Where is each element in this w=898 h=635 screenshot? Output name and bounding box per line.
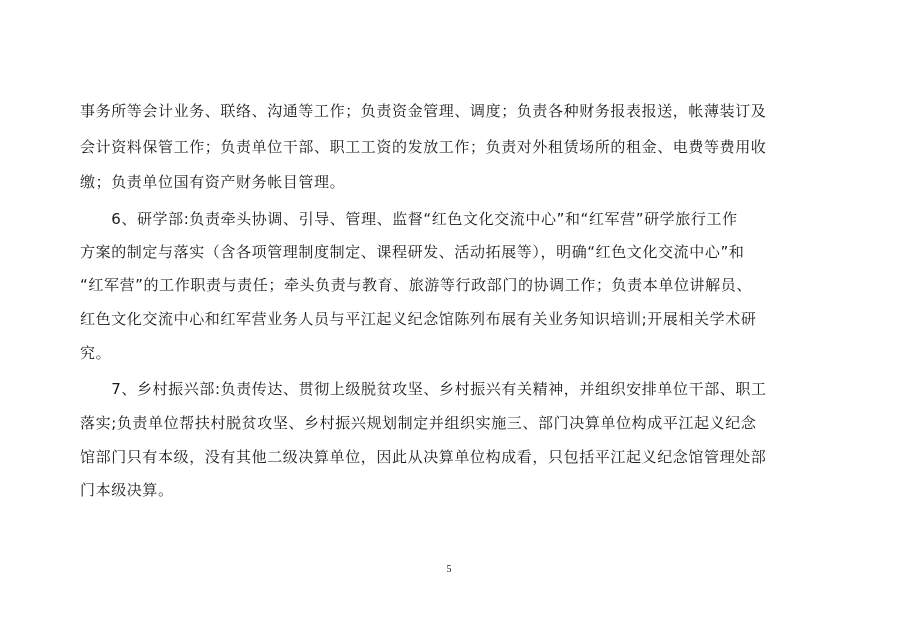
text-line: 究。 xyxy=(80,344,112,362)
text-line: 7、乡村振兴部:负责传达、贯彻上级脱贫攻坚、乡村振兴有关精神，并组织安排单位干部、职工 xyxy=(80,380,767,398)
text-line: 缴；负责单位国有资产财务帐目管理。 xyxy=(80,173,346,191)
text-line: 红色文化交流中心和红军营业务人员与平江起义纪念馆陈列布展有关业务知识培训;开展相关学术研 xyxy=(80,310,757,328)
page-number: 5 xyxy=(446,564,452,575)
text-line: 会计资料保管工作；负责单位干部、职工工资的发放工作；负责对外租赁场所的租金、电费等费用收 xyxy=(80,138,767,156)
text-line: “红军营”的工作职责与责任；牵头负责与教育、旅游等行政部门的协调工作；负责本单位讲解员、 xyxy=(80,276,752,294)
text-line: 落实;负责单位帮扶村脱贫攻坚、乡村振兴规划制定并组织实施三、部门决算单位构成平江起义纪念 xyxy=(80,414,757,432)
text-line: 门本级决算。 xyxy=(80,481,174,499)
text-line: 馆部门只有本级，没有其他二级决算单位，因此从决算单位构成看，只包括平江起义纪念馆管理处部 xyxy=(80,448,767,466)
text-line: 6、研学部:负责牵头协调、引导、管理、监督“红色文化交流中心”和“红军营”研学旅行工作 xyxy=(80,210,738,228)
text-line: 方案的制定与落实（含各项管理制度制定、课程研发、活动拓展等），明确“红色文化交流中心”和 xyxy=(80,243,745,261)
text-line: 事务所等会计业务、联络、沟通等工作；负责资金管理、调度；负责各种财务报表报送，帐薄装订及 xyxy=(80,102,767,120)
